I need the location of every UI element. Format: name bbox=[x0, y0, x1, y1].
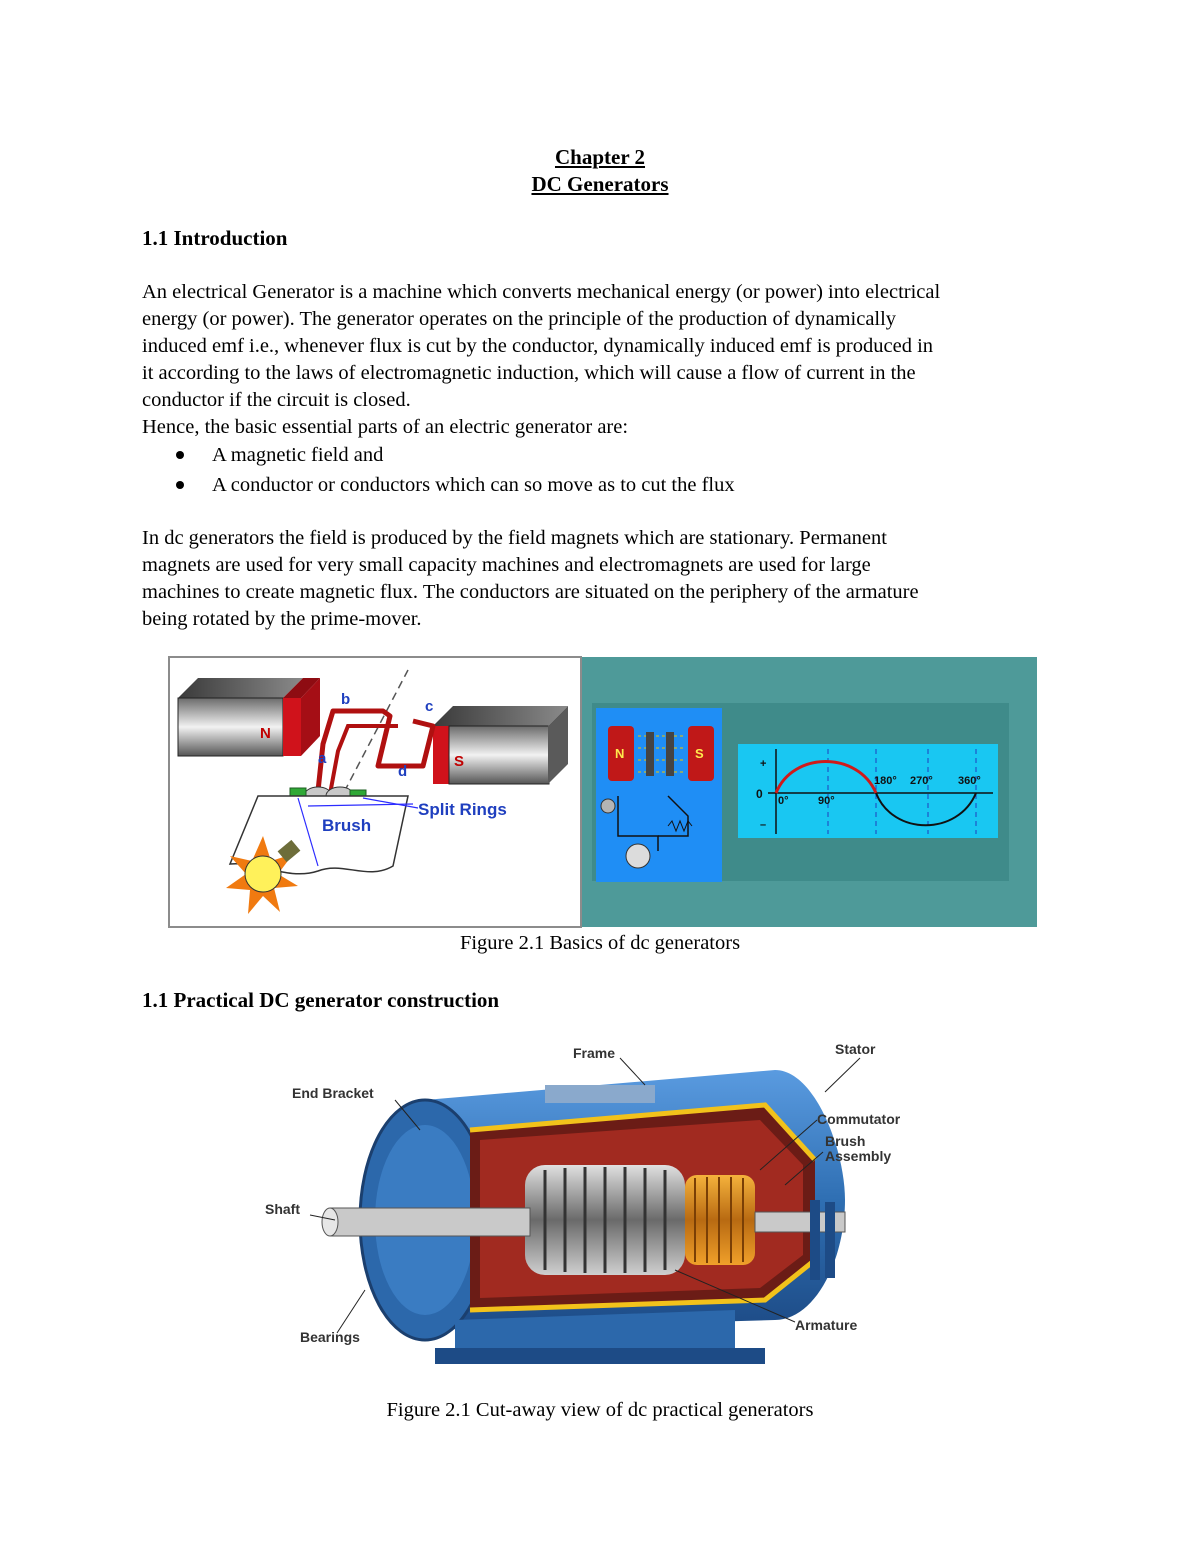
field-line: machines to create magnetic flux. The conductors are situated on the periphery of the armature bbox=[142, 581, 919, 603]
chapter-title: Chapter 2 bbox=[554, 145, 646, 169]
figure2-caption: Figure 2.1 Cut-away view of dc practical generators bbox=[386, 1399, 814, 1421]
graph-plus-label: + bbox=[760, 758, 767, 770]
mini-south-label: S bbox=[695, 746, 704, 761]
brush-assembly-label-line1: Brush bbox=[825, 1133, 866, 1149]
shaft-label: Shaft bbox=[265, 1201, 300, 1217]
section-heading-introduction: 1.1 Introduction bbox=[142, 226, 288, 250]
south-pole-label: S bbox=[454, 753, 465, 770]
north-magnet bbox=[178, 678, 320, 756]
figure2-svg bbox=[255, 1030, 955, 1390]
field-line: being rotated by the prime-mover. bbox=[142, 608, 422, 630]
intro-paragraph bbox=[142, 279, 1072, 441]
chapter-subtitle: DC Generators bbox=[531, 172, 669, 196]
intro-line: it according to the laws of electromagnetic induction, which will cause a flow of current in the bbox=[142, 362, 916, 384]
frame-label: Frame bbox=[573, 1045, 616, 1061]
graph-deg180-label: 180° bbox=[874, 775, 897, 787]
mini-north-label: N bbox=[615, 746, 625, 761]
graph-deg90-label: 90° bbox=[818, 795, 835, 807]
section-heading-construction: 1.1 Practical DC generator construction bbox=[142, 988, 500, 1012]
list-item bbox=[172, 470, 735, 500]
graph-deg0-label: 0° bbox=[778, 795, 789, 807]
split-rings-label: Split Rings bbox=[418, 800, 507, 819]
stator-label: Stator bbox=[835, 1041, 876, 1057]
brush-assembly-label-line2: Assembly bbox=[825, 1148, 892, 1164]
field-paragraph bbox=[142, 525, 1072, 633]
south-magnet bbox=[433, 706, 568, 784]
list-item-text: A magnetic field and bbox=[212, 444, 384, 466]
graph-minus-label: – bbox=[760, 819, 767, 831]
coil-label-c: c bbox=[425, 698, 434, 715]
graph-deg270-label: 270° bbox=[910, 775, 933, 787]
bullet-icon bbox=[176, 451, 184, 459]
list-item bbox=[172, 440, 735, 470]
coil-label-b: b bbox=[341, 691, 351, 708]
intro-line: induced emf i.e., whenever flux is cut by the conductor, dynamically induced emf is produced in bbox=[142, 335, 934, 357]
brush-label: Brush bbox=[322, 816, 372, 835]
intro-line: conductor if the circuit is closed. bbox=[142, 389, 411, 411]
generator-body bbox=[322, 1070, 845, 1364]
graph-deg360-label: 360° bbox=[958, 775, 981, 787]
figure1-svg bbox=[168, 656, 1038, 928]
intro-line: Hence, the basic essential parts of an electric generator are: bbox=[142, 416, 629, 438]
armature-label: Armature bbox=[795, 1317, 858, 1333]
field-line: In dc generators the field is produced by the field magnets which are stationary. Permanent bbox=[142, 527, 887, 549]
field-line: magnets are used for very small capacity machines and electromagnets are used for large bbox=[142, 554, 871, 576]
list-item-text: A conductor or conductors which can so move as to cut the flux bbox=[212, 474, 735, 496]
north-pole-label: N bbox=[260, 725, 271, 742]
figure-cutaway-dc-generator bbox=[255, 1030, 955, 1390]
commutator-label: Commutator bbox=[817, 1111, 901, 1127]
intro-line: energy (or power). The generator operates on the principle of the production of dynamically bbox=[142, 308, 897, 330]
bearings-label: Bearings bbox=[300, 1329, 360, 1345]
figure1-caption: Figure 2.1 Basics of dc generators bbox=[459, 932, 741, 954]
bullet-icon bbox=[176, 481, 184, 489]
graph-zero-label: 0 bbox=[756, 787, 763, 801]
intro-line: An electrical Generator is a machine which converts mechanical energy (or power) into electrical bbox=[142, 281, 941, 303]
essential-parts-list bbox=[172, 440, 735, 500]
end-bracket-label: End Bracket bbox=[292, 1085, 374, 1101]
coil-label-a: a bbox=[318, 750, 327, 767]
coil-label-d: d bbox=[398, 763, 408, 780]
figure-basics-of-dc-generators bbox=[168, 656, 1038, 928]
